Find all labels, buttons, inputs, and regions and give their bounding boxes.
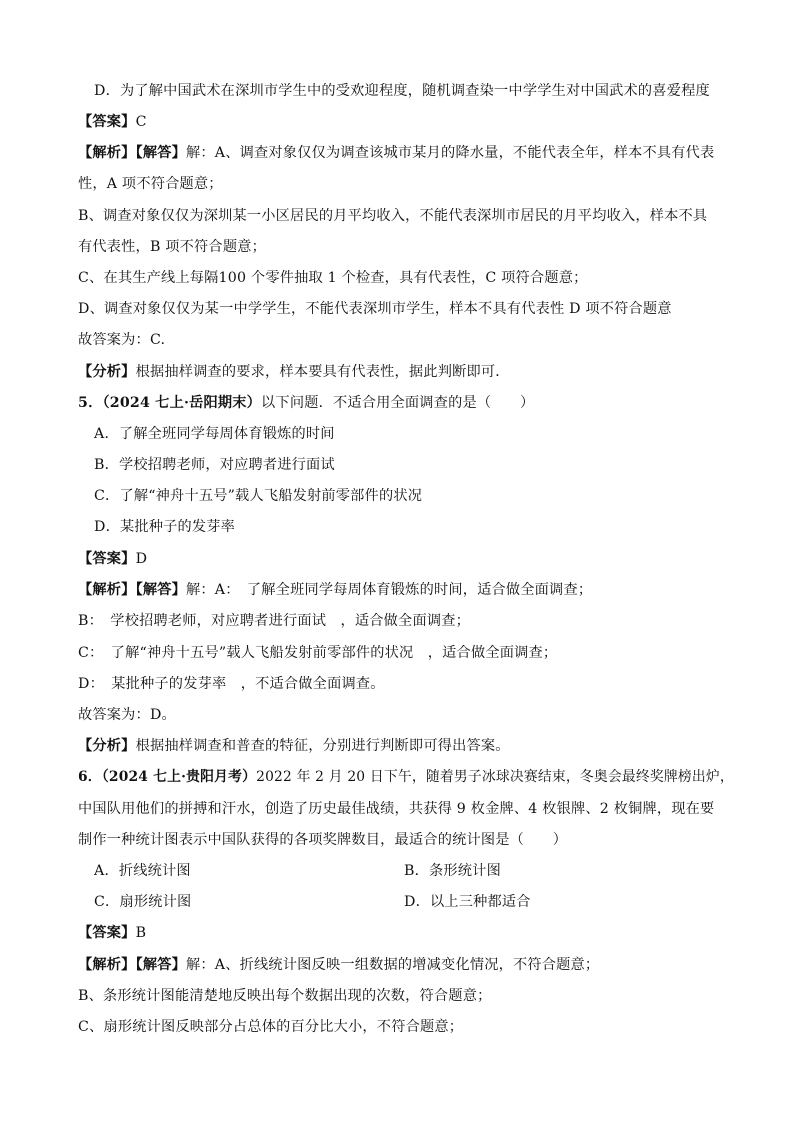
q4-fenxi	[78, 362, 510, 382]
answer-value: D	[135, 551, 148, 567]
q4-analysis-line: 性，A 项不符合题意；	[78, 176, 223, 192]
analysis-text: 解：A： 了解全班同学每周体育锻炼的时间，适合做全面调查；	[186, 582, 593, 598]
q5-analysis-line: D： 某批种子的发芽率 ，不适合做全面调查。	[78, 676, 385, 692]
fenxi-text: 根据抽样调查和普查的特征，分别进行判断即可得出答案。	[135, 738, 510, 754]
question-source: （2024 七上·岳阳期末）	[102, 395, 262, 411]
q5-analysis-line	[78, 580, 592, 600]
analysis-text: 解：A、调查对象仅仅为调查该城市某月的降水量，不能代表全年，样本不具有代表	[186, 145, 715, 161]
question-number: 6．	[78, 769, 102, 785]
q6-answer	[78, 923, 146, 943]
analysis-text: 解：A、折线统计图反映一组数据的增减变化情况，不符合题意；	[186, 957, 600, 973]
q6-stem	[78, 767, 734, 787]
question-text: 以下问题．不适合用全面调查的是（ ）	[261, 395, 535, 411]
q6-analysis-line: B、条形统计图能清楚地反映出每个数据出现的次数，符合题意；	[78, 988, 492, 1004]
q4-answer	[78, 112, 147, 132]
q6-stem-line: 中国队用他们的拼搏和汗水，创造了历史最佳战绩，共获得 9 枚金牌、4 枚银牌、2 枚铜牌，现在要	[78, 801, 715, 817]
q5-option-b: B．学校招聘老师，对应聘者进行面试	[94, 457, 335, 473]
answer-tag: 【答案】	[78, 114, 136, 130]
question-source: （2024 七上·贵阳月考）	[101, 769, 257, 785]
fenxi-text: 根据抽样调查的要求，样本要具有代表性，据此判断即可．	[135, 364, 510, 380]
q5-option-c: C．了解“神舟十五号”载人飞船发射前零部件的状况	[94, 488, 423, 504]
answer-tag: 【答案】	[78, 925, 136, 941]
question-number: 5．	[78, 395, 103, 411]
fenxi-tag: 【分析】	[78, 364, 136, 380]
q6-option-a: A．折线统计图	[94, 863, 191, 879]
q4-option-d: D．为了解中国武术在深圳市学生中的受欢迎程度，随机调查染一中学学生对中国武术的喜爱程度	[94, 83, 710, 99]
fenxi-tag: 【分析】	[78, 738, 136, 754]
q4-analysis-line: C、在其生产线上每隔100 个零件抽取 1 个检查，具有代表性，C 项符合题意；	[78, 270, 588, 286]
q4-analysis-line: 有代表性，B 项不符合题意；	[78, 239, 266, 255]
q4-analysis-line: D、调查对象仅仅为某一中学学生，不能代表深圳市学生，样本不具有代表性 D 项不符合题意	[78, 301, 672, 317]
answer-value: B	[135, 925, 147, 941]
q6-option-d: D．以上三种都适合	[404, 894, 531, 910]
q5-fenxi	[78, 736, 510, 756]
answer-tag: 【答案】	[78, 551, 136, 567]
q5-stem	[78, 393, 534, 413]
q5-analysis-line: B： 学校招聘老师，对应聘者进行面试 ，适合做全面调查；	[78, 613, 470, 629]
q6-analysis-line: C、扇形统计图反映部分占总体的百分比大小，不符合题意；	[78, 1019, 464, 1035]
analysis-tag: 【解析】【解答】	[78, 582, 187, 598]
analysis-tag: 【解析】【解答】	[78, 957, 187, 973]
answer-value: C	[135, 114, 147, 130]
q6-stem-line: 制作一种统计图表示中国队获得的各项奖牌数目，最适合的统计图是（ ）	[78, 832, 568, 848]
q5-analysis-line: C： 了解“神舟十五号”载人飞船发射前零部件的状况 ，适合做全面调查；	[78, 645, 558, 661]
q6-option-c: C．扇形统计图	[94, 894, 192, 910]
q5-option-d: D．某批种子的发芽率	[94, 519, 236, 535]
q5-option-a: A．了解全班同学每周体育锻炼的时间	[94, 426, 335, 442]
q5-answer	[78, 549, 147, 569]
q4-analysis-line: B、调查对象仅仅为深圳某一小区居民的月平均收入，不能代表深圳市居民的月平均收入，样本不具	[78, 208, 708, 224]
q4-analysis-line	[78, 143, 714, 163]
q4-analysis-line: 故答案为：C.	[78, 332, 166, 348]
analysis-tag: 【解析】【解答】	[78, 145, 187, 161]
q6-analysis-line	[78, 955, 599, 975]
question-text: 2022 年 2 月 20 日下午，随着男子冰球决赛结束，冬奥会最终奖牌榜出炉，	[256, 769, 734, 785]
q6-option-b: B．条形统计图	[404, 863, 501, 879]
q5-analysis-line: 故答案为：D。	[78, 707, 176, 723]
